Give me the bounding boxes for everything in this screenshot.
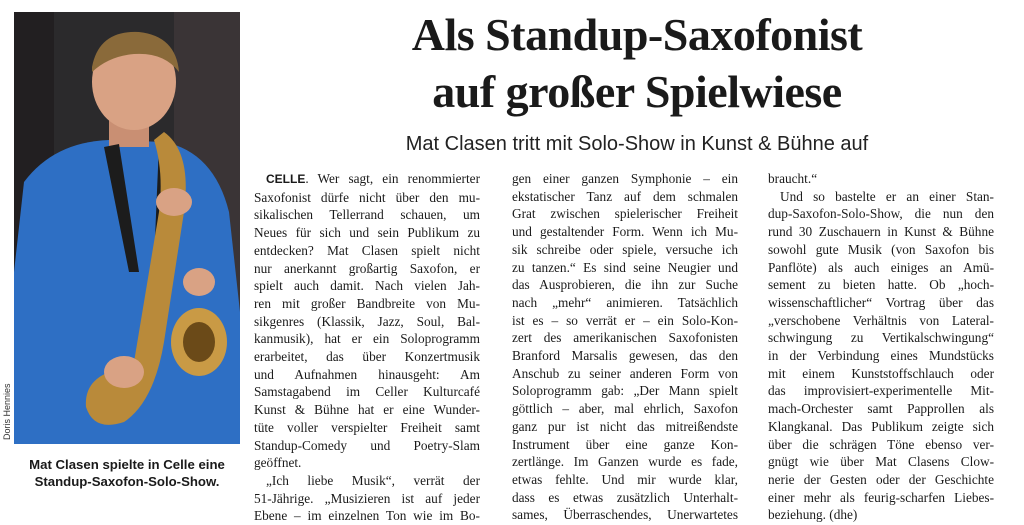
text-line: gen einer ganzen Symphonie – ein: [512, 171, 738, 186]
text-fragment: . Wer sagt, ein renommierter: [305, 171, 480, 186]
text-line: mach-Orchester samt Papprollen als: [768, 401, 994, 417]
headline: [250, 6, 1024, 120]
text-line: Branford Marsalis gewesen, das den: [512, 348, 738, 364]
text-line: zert des amerikanischen Saxofonisten: [512, 330, 738, 346]
text-line: Kunst & Bühne hat er eine Wunder-: [254, 402, 480, 418]
text-line: ist es – so verrät er – ein Solo-Kon-: [512, 312, 738, 328]
article-column-2: [512, 170, 738, 524]
dateline: CELLE: [266, 172, 306, 186]
text-line: dup-Saxofon-Solo-Show, die nun den: [768, 206, 994, 222]
text-line: sames, Überraschendes, Unerwartetes: [512, 507, 738, 523]
text-line: nerie der Gesten oder der Geschichte: [768, 471, 994, 487]
text-line: nur anerkannt großartig Saxofon, er: [254, 260, 480, 276]
text-line: und gestaltender Form. Wenn ich Mu-: [512, 224, 738, 240]
headline-line: Als Standup-Saxofonist: [411, 9, 863, 60]
caption-line: Standup-Saxofon-Solo-Show.: [34, 474, 220, 489]
text-line: sikgenres (Klassik, Jazz, Soul, Bal-: [254, 313, 480, 329]
text-line: sik schreibe oder spiele, versuche ich: [512, 241, 738, 257]
photo-caption: [14, 456, 240, 490]
text-line: [254, 170, 480, 189]
text-line: gnügt wie über Mat Clasens Clow-: [768, 454, 994, 470]
text-line: erarbeitet, das über Konzertmusik: [254, 349, 480, 365]
text-line: über die schrägen Töne ebenso ver-: [768, 436, 994, 452]
text-line: „verschobene Verhältnis von Lateral-: [768, 312, 994, 328]
text-line: Soloprogramm gab: „Der Mann spielt: [512, 383, 738, 399]
text-line: das improvisiert-experimentelle Mit-: [768, 383, 994, 399]
text-line: etwas fehlte. Und mir wurde klar,: [512, 471, 738, 487]
text-line: und Aufnahmen hinausgeht: Am: [254, 366, 480, 382]
text-line: sement zu bieten hatte. Ob „hoch-: [768, 277, 994, 293]
text-line: sikalischen Tellerrand schauen, um: [254, 207, 480, 223]
text-line: Standup-Comedy und Poetry-Slam: [254, 437, 480, 453]
article-photo: [14, 12, 240, 444]
text-line: ren mit großer Bandbreite von Mu-: [254, 295, 480, 311]
text-line: „Ich liebe Musik“, verrät der: [266, 472, 480, 488]
text-line: tüte voller verspielter Freiheit samt: [254, 419, 480, 435]
text-line: nach „mehr“ animieren. Tatsächlich: [512, 294, 738, 310]
text-line: Klangkanal. Das Publikum zeigte sich: [768, 418, 994, 434]
text-line: braucht.“: [768, 171, 818, 186]
text-line: entdecken? Mat Clasen spielt nicht: [254, 242, 480, 258]
headline-line: auf großer Spielwiese: [432, 66, 842, 117]
subheadline: Mat Clasen tritt mit Solo-Show in Kunst & Bühne auf: [405, 133, 869, 155]
text-line: geöffnet.: [254, 455, 302, 471]
text-line: wissenschaftlicher“ Vortrag über das: [768, 294, 994, 310]
text-line: kanmusik), hat er ein Soloprogramm: [254, 331, 480, 347]
photo-credit: Doris Hennies: [2, 383, 12, 440]
saxophonist-image: [14, 12, 240, 444]
text-line: Panflöte) als auch einiges an Amü-: [768, 259, 994, 275]
text-line: Anschub zu seiner anderen Form von: [512, 365, 738, 381]
text-line: zu tanzen.“ Es sind seine Neugier und: [512, 259, 738, 275]
text-line: schwingung zu Vertikalschwingung“: [768, 330, 994, 346]
text-line: Grat zwischen spielerischer Freiheit: [512, 206, 738, 222]
text-line: einer mehr als feurig-scharfen Liebes-: [768, 489, 994, 505]
text-line: spielt auch damit. Nach vielen Jah-: [254, 278, 480, 294]
text-line: zertlänge. Im Ganzen wurde es fade,: [512, 454, 738, 470]
text-line: beziehung. (dhe): [768, 507, 858, 523]
text-line: das Ausprobieren, die ihn zur Suche: [512, 277, 738, 293]
text-line: ekstatischer Tanz auf dem schmalen: [512, 188, 738, 204]
caption-line: Mat Clasen spielte in Celle eine: [29, 457, 225, 472]
text-line: rund 30 Zuschauern in Kunst & Bühne: [768, 224, 994, 240]
article-column-1: [254, 170, 480, 525]
text-line: sowohl gute Musik (von Saxofon bis: [768, 241, 994, 257]
text-line: dass es etwas zusätzlich Unterhalt-: [512, 489, 738, 505]
text-line: Neues für sich und sein Publikum zu: [254, 225, 480, 241]
text-line: göttlich – aber, mal ehrlich, Saxofon: [512, 401, 738, 417]
article-column-3: [768, 170, 994, 524]
text-line: in der Verbindung eines Mundstücks: [768, 348, 994, 364]
text-line: Und so bastelte er an einer Stan-: [780, 188, 994, 204]
text-line: ganz pur ist nicht das mitreißendste: [512, 418, 738, 434]
text-line: mit einem Kunststoffschlauch oder: [768, 365, 994, 381]
text-line: Samstagabend im Celler Kulturcafé: [254, 384, 480, 400]
text-line: Saxofonist dürfe nicht über den mu-: [254, 189, 480, 205]
text-line: Ebene – im einzelnen Ton wie im Bo-: [254, 508, 480, 524]
text-line: Instrument über eine ganze Kon-: [512, 436, 738, 452]
text-line: 51-Jährige. „Musizieren ist auf jeder: [254, 490, 480, 506]
